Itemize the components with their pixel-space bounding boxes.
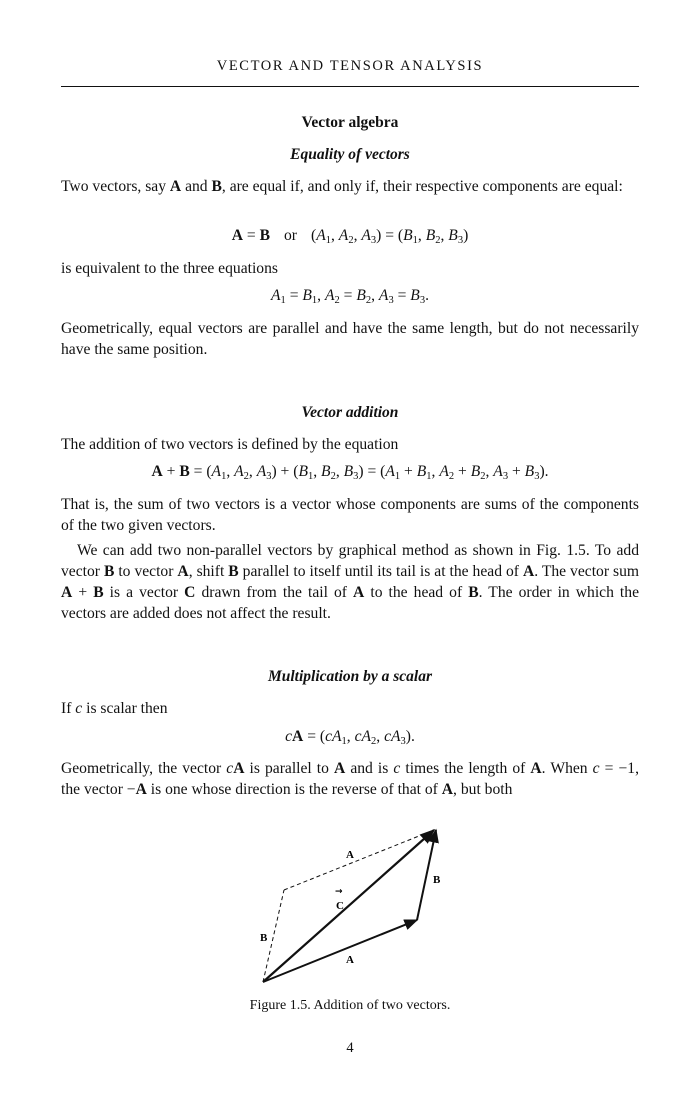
page bbox=[61, 0, 639, 1113]
subsection-heading-scalar: Multiplication by a scalar bbox=[267, 668, 433, 685]
paragraph-sum-components: That is, the sum of two vectors is a vector whose components are sums of the components of the two given vectors. bbox=[61, 496, 639, 534]
subsection-heading-addition: Vector addition bbox=[301, 404, 399, 421]
equation-scalar-multiplication: cA = ($cA_1$, $cA_2$, $cA_3$). bbox=[285, 728, 415, 747]
figure-caption: Figure 1.5. Addition of two vectors. bbox=[249, 998, 451, 1013]
label-A-top: A bbox=[346, 849, 354, 861]
header-rule bbox=[61, 86, 639, 87]
label-A-bottom: A bbox=[346, 954, 354, 966]
vector-A-dashed bbox=[284, 830, 434, 890]
figure-vector-addition bbox=[256, 820, 466, 990]
paragraph-equality-definition: Two vectors, say A and B, are equal if, and only if, their respective components are equal: bbox=[61, 178, 623, 195]
label-C-mid: C bbox=[336, 900, 344, 912]
equation-equality: A = B or ($A_1$, $A_2$, $A_3) = (B_1$, $B_2$, $B_3$) bbox=[231, 227, 469, 246]
equation-three-equations: $A_1 = B_1$, $A_2 = B_2$, $A_3 = B_3$. bbox=[271, 287, 429, 306]
section-title: Vector algebra bbox=[301, 114, 399, 131]
label-B-right: B bbox=[433, 874, 441, 886]
paragraph-addition-defined: The addition of two vectors is defined by the equation bbox=[61, 436, 399, 453]
running-head: VECTOR AND TENSOR ANALYSIS bbox=[216, 58, 484, 74]
label-C-arrow: → bbox=[335, 887, 343, 897]
page-number: 4 bbox=[346, 1040, 354, 1056]
paragraph-scalar-geometric: Geometrically, the vector cA is parallel to A and is c times the length of A. When c = −1, the vector −A is one whose direction is the reverse of that of A, but both bbox=[61, 760, 639, 798]
paragraph-geometric-equality: Geometrically, equal vectors are parallel and have the same length, but do not necessarily have the same position. bbox=[61, 320, 639, 358]
vector-A-solid bbox=[263, 920, 417, 982]
label-B-left: B bbox=[260, 932, 268, 944]
paragraph-scalar-intro: If c is scalar then bbox=[61, 700, 168, 717]
subsection-heading-equality: Equality of vectors bbox=[290, 146, 410, 163]
equation-vector-addition: $A + B = (A_1$, $A_2$, $A_3) + (B_1$, $B_2$, $B_3) = (A_1 + B_1$, $A_2 + B_2$, $A_3 + B_3$). bbox=[151, 463, 549, 482]
paragraph-graphical-method: We can add two non-parallel vectors by graphical method as shown in Fig. 1.5. To add vector B to vector A, shift B parallel to itself until its tail is at the head of A. The vector sum A + B is a vector C drawn from the tail of A to the head of B. The order in which the vectors are added does not affect the result. bbox=[61, 542, 639, 622]
paragraph-equivalent: is equivalent to the three equations bbox=[61, 260, 278, 277]
